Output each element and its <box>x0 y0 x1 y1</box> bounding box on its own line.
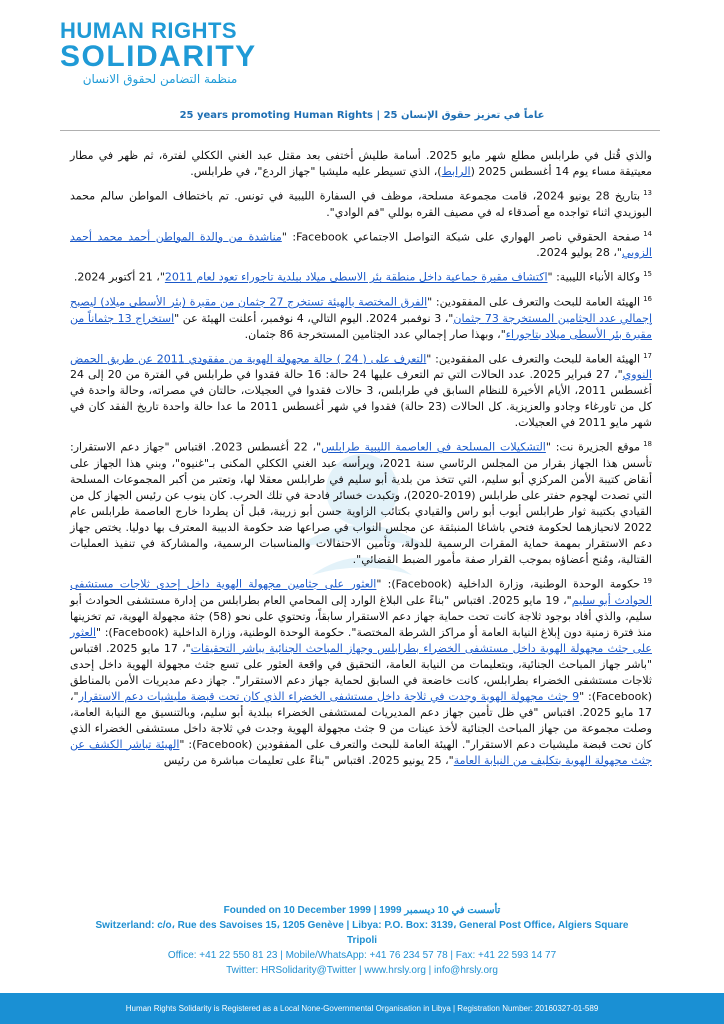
footnote <box>70 348 652 432</box>
footnote <box>70 266 652 286</box>
registration-bar: Human Rights Solidarity is Registered as a Local None-Governmental Organisation in Libya | Registration Number: 20160327-01-589 <box>0 993 724 1024</box>
footnote-text: موقع الجزيرة نت: " <box>545 440 641 454</box>
footnote-number: 16 <box>643 294 653 303</box>
footer-links[interactable]: Twitter: HRSolidarity@Twitter | www.hrsly.org | info@hrsly.org <box>226 965 498 976</box>
footnote <box>70 291 652 343</box>
footnote-text: الهيئة العامة للبحث والتعرف على المفقودين: " <box>426 352 641 366</box>
footnote-text: صفحة الحقوقي ناصر الهواري على شبكة التواصل الاجتماعي Facebook: " <box>281 230 641 244</box>
footnote-text: )، الذي تسيطر عليه مليشيا "جهاز الردع"، في طرابلس. <box>190 165 442 178</box>
footnote-text: "، 19 مايو 2025. اقتباس "بناءً على البلاغ الوارد إلى المحامي العام بطرابلس من إدارة مستشفى الحوادث أبو سليم، والذي أفاد بوجود ثلاجة كانت تحت حماية جهاز دعم الاستقرار سابقاً، وتحتوي على نحو (58) جثة مجهولة الهوية، تم تخزينها منذ فترة زمنية دون إبلاغ النيابة العامة أو مراكز الشرطة المختصة". حكومة الوحدة الوطنية، وزارة الداخلية (Facebook): " <box>70 593 652 639</box>
logo-line-1: HUMAN RIGHTS <box>60 18 238 43</box>
footnote-link[interactable]: التعرف على ( 24 ) حالة مجهولة الهوية من مفقودي 2011 عن طريق الحمض النووي <box>70 352 652 382</box>
footer-address: Switzerland: c/o، Rue des Savoises 15، 1205 Genève | Libya: P.O. Box: 3139، General Post Office، Algiers Square <box>95 920 629 931</box>
footnote-text: وكالة الأنباء الليبية: " <box>547 270 641 284</box>
footnote-text: "، 3 نوفمبر 2024. اليوم التالي، 4 نوفمبر، أعلنت الهيئة عن " <box>174 311 454 325</box>
footnote-text: "، 22 أغسطس 2023. اقتباس "جهاز دعم الاستقرار: تأسس هذا الجهاز بقرار من المجلس الرئاسي سنة 2021، ويرأسه عبد الغني الككلي المكنى بـ"غنيوه"، وبني هذا الجهاز على أنقاض كتيبة الأمن المركزي أبو سليم، التي تتخذ من بلدية أبو سليم في طرابلس معقلا لها، وتعتبر من أكبر المجموعات المسلحة التي تصدت لهجوم حفتر على طرابلس (2019-2020)، وتكبدت خسائر فادحة في تلك الحرب. كان ينوب عن رئيس الجهاز كل من القيادي بكتيبة ثوار طرابلس أيوب أبو راس والقيادي بكتائب الزاوية حسن أبو زريبة، قبل أن يطردا خارج العاصمة طرابلس عام 2022 لانحيازهما لحكومة فتحي باشاغا المنبثقة عن مجلس النواب في صراعها ضد حكومة الدبيبة المعترف بها دوليا. يختص جهاز دعم الاستقرار بمهمة حماية المقرات الرسمية للدولة، وتأمين الاحتفالات والمناسبات الرسمية، والمشاركة في تنفيذ العمليات القتالية، ومُنح أعضاؤه بموجب القرار صفة مأمور الضبط القضائي". <box>70 440 652 566</box>
footnote-link[interactable]: العثور على جثث مجهولة الهوية داخل مستشفى الخضراء بطرابلس وجهاز المباحث الجنائية يباشر التحقيقات <box>70 625 652 655</box>
footnote-link[interactable]: العثور على جثامين مجهولة الهوية داخل إحدى ثلاجات مستشفى الحوادث أبو سليم <box>70 577 652 607</box>
footnote-link[interactable]: التشكيلات المسلحة في العاصمة الليبية طرابلس <box>321 440 546 454</box>
footnote-link[interactable]: استخراج 13 جثماناً من مقبرة بئر الأسطى ميلاد بتاجوراء <box>70 311 652 341</box>
footer-contact: Office: +41 22 550 81 23 | Mobile/WhatsApp: +41 76 234 57 78 | Fax: +41 22 593 14 77 <box>167 950 557 961</box>
footnote-link[interactable]: الرابط <box>441 165 471 178</box>
footnote-link[interactable]: 9 جثث مجهولة الهوية وجدت في ثلاجة داخل مستشفى الخضراء الذي كان تحت قبضة مليشيات دعم الاستقرار <box>78 689 580 703</box>
footnotes <box>70 148 652 774</box>
footnote-number: 19 <box>643 576 652 585</box>
footnote-text: "، 27 فبراير 2025. عدد الحالات التي تم التعرف عليها 24 حالة: 16 حالة فقدوا في طرابلس في الفترة من 20 إلى 24 أغسطس 2011، الأيام الأخيرة للنظام السابق في طرابلس، 3 حالات فقدوا في العجيلات، حالتان في مصراته، وحالة واحدة في كل من تاورغاء وجادو والعزيزية. كل الحالات (23 حالة) فقدوا في شهر أغسطس 2011 ما عدا حالة واحدة تاريخ الفقد كان في شهر مايو 2011 في العجيلات. <box>70 368 653 430</box>
footer-address-city: Tripoli <box>347 935 377 946</box>
footnote <box>70 226 652 262</box>
footnote-text: "، 21 أكتوبر 2024. <box>73 270 165 284</box>
footnote-number: 15 <box>643 270 652 279</box>
footnote-number: 18 <box>643 440 652 449</box>
footnote-text: "، 25 يونيو 2025. اقتباس "بناءً على تعليمات مباشرة من رئيس <box>163 753 454 767</box>
footnote-number: 17 <box>643 351 652 360</box>
footnote-text: حكومة الوحدة الوطنية، وزارة الداخلية (Facebook): " <box>376 577 641 591</box>
footnote-link[interactable]: الفرق المختصة بالهيئة تستخرج 27 جثمان من مقبرة (بئر الأسطى ميلاد) ليصبح إجمالي عدد الجثامين المستخرجة 73 جثمان <box>70 295 652 325</box>
footnote-number: 14 <box>643 229 652 238</box>
footnote-link[interactable]: اكتشاف مقبرة جماعية داخل منطقة بئر الاسطى ميلاد ببلدية تاجوراء تعود لعام 2011 <box>164 270 548 284</box>
footer <box>50 903 674 978</box>
footnote <box>70 573 652 769</box>
footnote <box>70 185 652 221</box>
header-divider <box>60 130 660 131</box>
footnote-number: 13 <box>643 189 653 197</box>
footnote <box>70 148 652 180</box>
logo <box>60 20 260 86</box>
footnote-text: الهيئة العامة للبحث والتعرف على المفقودين: " <box>427 295 641 309</box>
tagline: 25 years promoting Human Rights | 25 عاماً في تعزيز حقوق الإنسان <box>179 110 545 121</box>
footnote-text: والذي قُتل في طرابلس مطلع شهر مايو 2025. أسامة طليش أختفى بعد مقتل عبد الغني الككلي لفترة، ثم ظهر في مطار معيتيقة مساء يوم 14 أغسطس 2025 ( <box>70 149 652 178</box>
footnote <box>70 436 652 568</box>
footnote-text: بتاريخ 28 يونيو 2024، قامت مجموعة مسلحة، موظف في السفارة الليبية في تونس. تم باختطاف المواطن سالم محمد البوزيدي اثناء تواجده مع أصدقاء له في مصيف القره بوللي "فم الوادي". <box>70 189 652 219</box>
footnote-link[interactable]: الهيئة تباشر الكشف عن جثث مجهولة الهوية بتكليف من النيابة العامة <box>70 737 652 767</box>
logo-line-2: SOLIDARITY <box>60 40 257 73</box>
footnote-text: "، 17 مايو 2025. اقتباس "في ظل تأمين جهاز دعم المديريات لمستشفى الخضراء ببلدية أبو سليم، وبالتنسيق مع النيابة العامة، وصلت مجموعة من جهاز المباحث الجنائية لأخذ عينات من 9 جثث مجهولة الهوية وجدت في ثلاجة داخل مستشفى الخضراء الذي كان تحت قبضة مليشيات دعم الاستقرار". الهيئة العامة للبحث والتعرف على المفقودين (Facebook): " <box>70 689 653 751</box>
logo-line-3: منظمة التضامن لحقوق الانسان <box>82 72 238 86</box>
footnote-link[interactable]: مناشدة من والدة المواطن أحمد محمد أحمد الزوبي <box>70 230 652 260</box>
footnote-text: "، وبهذا صار إجمالي عدد الجثامين المستخرجة 86 جثمان. <box>244 327 506 341</box>
footer-founded: Founded on 10 December 1999 | تأسست في 10 ديسمبر 1999 <box>223 905 501 916</box>
footnote-text: "، 28 يوليو 2024. <box>536 246 622 260</box>
footnote-text: "، 17 مايو 2025. اقتباس "باشر جهاز المباحث الجنائية، وبتعليمات من النيابة العامة، التحقيق في واقعة العثور على تسع جثث مجهولة الهوية داخل إحدى ثلاجات مستشفى الخضراء بطرابلس، كانت خاضعة في السابق لحماية جهاز دعم الاستقرار". جهاز دعم مديريات الأمن بالمناطق (Facebook): " <box>70 641 653 703</box>
